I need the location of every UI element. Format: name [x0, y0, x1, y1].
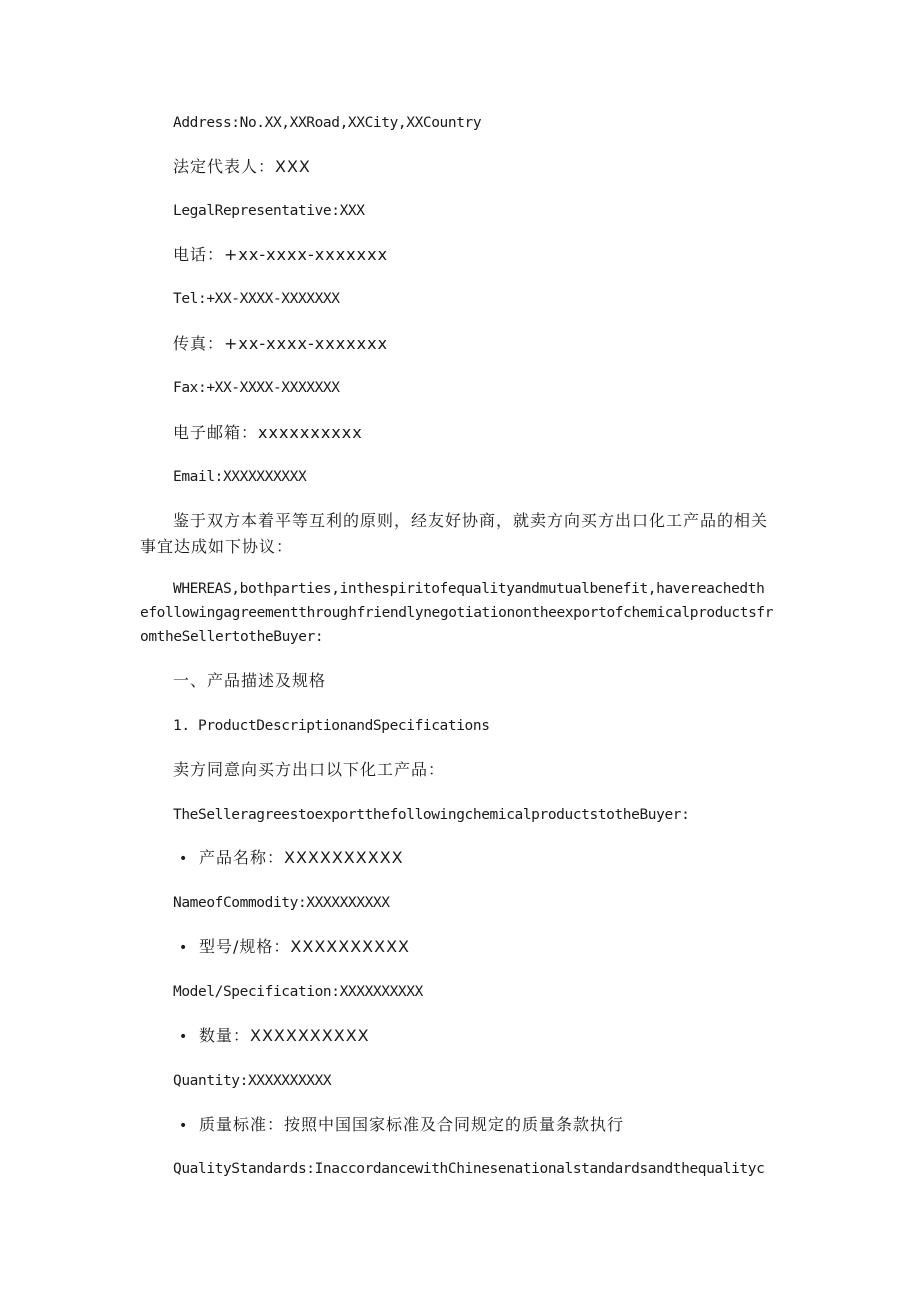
model-spec-cn: 型号/规格：XXXXXXXXXX: [199, 937, 411, 956]
bullet-icon: •: [179, 1029, 189, 1045]
agree-en: TheSelleragreestoexportthefollowingchemicalproductstotheBuyer:: [173, 807, 690, 823]
fax-cn: 传真：+xx-xxxx-xxxxxxx: [173, 334, 389, 353]
bullet-commodity-name-cn: [173, 847, 793, 870]
fax-en: Fax:+XX-XXXX-XXXXXXX: [173, 380, 340, 396]
section-1-heading-en: 1. ProductDescriptionandSpecifications: [173, 718, 490, 734]
email-cn: 电子邮箱：xxxxxxxxxx: [173, 423, 363, 442]
bullet-quality-cn: [173, 1114, 793, 1137]
agree-cn: 卖方同意向买方出口以下化工产品：: [173, 760, 446, 779]
whereas-en-line-2: efollowingagreementthroughfriendlynegotiationontheexportofchemicalproductsfr: [140, 605, 774, 621]
whereas-en-line-3: omtheSellertotheBuyer:: [140, 629, 324, 645]
bullet-model-cn: [173, 936, 793, 959]
whereas-cn-line-1: 鉴于双方本着平等互利的原则，经友好协商，就卖方向买方出口化工产品的相关: [173, 511, 769, 530]
tel-cn: 电话：+xx-xxxx-xxxxxxx: [173, 245, 389, 264]
address-en: Address:No.XX,XXRoad,XXCity,XXCountry: [173, 115, 482, 131]
tel-en: Tel:+XX-XXXX-XXXXXXX: [173, 291, 340, 307]
commodity-name-en: NameofCommodity:XXXXXXXXXX: [173, 895, 390, 911]
bullet-icon: •: [179, 851, 189, 867]
section-1-heading-cn: 一、产品描述及规格: [173, 671, 327, 690]
legal-representative-en: LegalRepresentative:XXX: [173, 203, 365, 219]
whereas-cn-line-2: 事宜达成如下协议：: [140, 537, 294, 556]
bullet-icon: •: [179, 1118, 189, 1134]
legal-representative-cn: 法定代表人：XXX: [173, 157, 311, 176]
bullet-quantity-cn: [173, 1025, 793, 1048]
quantity-cn: 数量：XXXXXXXXXX: [199, 1026, 370, 1045]
bullet-icon: •: [179, 940, 189, 956]
whereas-en-line-1: WHEREAS,bothparties,inthespiritofequalityandmutualbenefit,havereachedth: [173, 581, 765, 597]
quantity-en: Quantity:XXXXXXXXXX: [173, 1073, 332, 1089]
quality-standards-cn: 质量标准：按照中国国家标准及合同规定的质量条款执行: [199, 1115, 625, 1134]
model-spec-en: Model/Specification:XXXXXXXXXX: [173, 984, 423, 1000]
email-en: Email:XXXXXXXXXX: [173, 469, 307, 485]
quality-standards-en: QualityStandards:InaccordancewithChinesenationalstandardsandthequalityc: [173, 1161, 765, 1177]
commodity-name-cn: 产品名称：XXXXXXXXXX: [199, 848, 404, 867]
